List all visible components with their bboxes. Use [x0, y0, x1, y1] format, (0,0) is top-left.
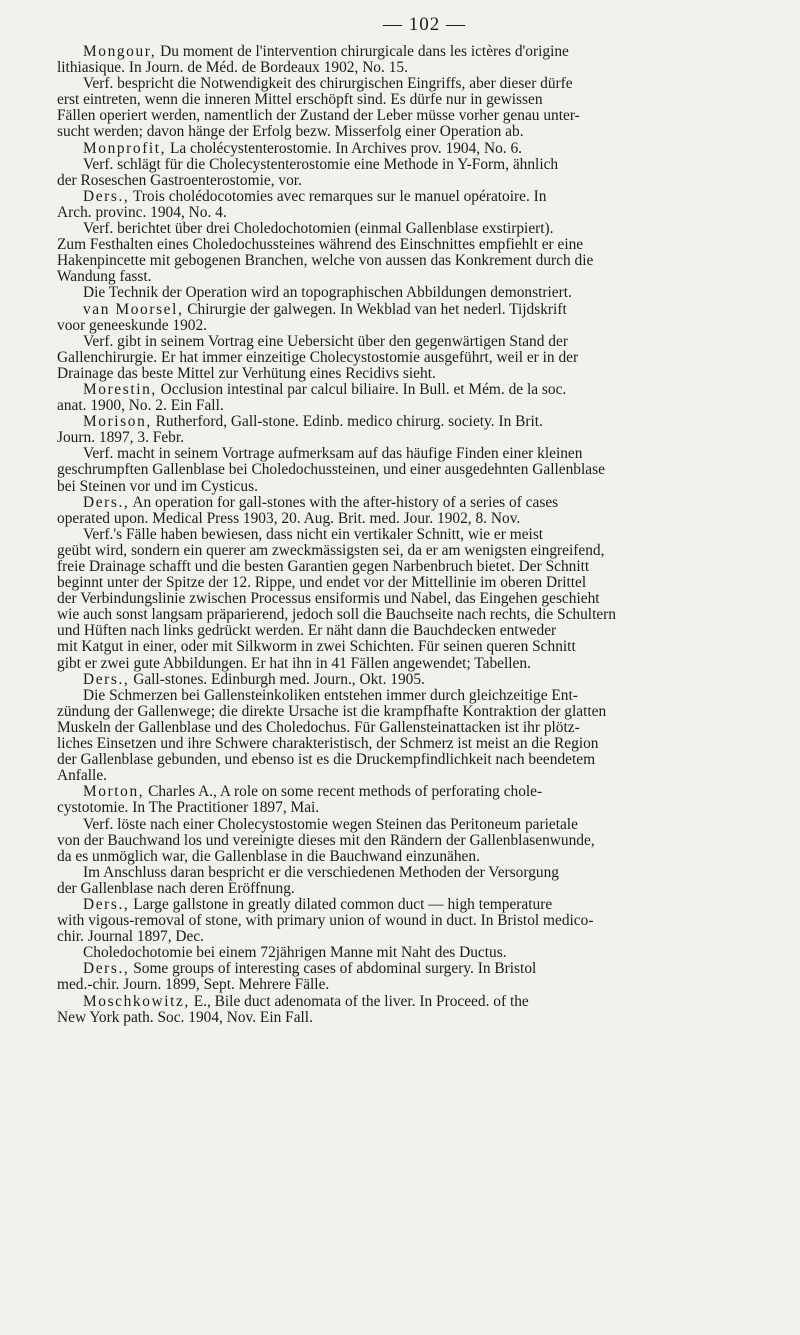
line-text: Verf. löste nach einer Cholecystostomie wegen Steinen das Peritoneum parietale	[83, 815, 578, 833]
line-text: La cholécystenterostomie. In Archives prov. 1904, No. 6.	[166, 139, 523, 157]
line-text: der Roseschen Gastroenterostomie, vor.	[57, 171, 302, 189]
text-line	[57, 945, 752, 961]
text-line	[57, 656, 752, 672]
text-line	[57, 479, 752, 495]
line-text: geübt wird, sondern ein querer am zweckmässigsten sei, da er am wenigsten eingreifend,	[57, 541, 605, 559]
entry-author: Ders.,	[83, 895, 130, 913]
text-line	[57, 382, 752, 398]
text-line	[57, 768, 752, 784]
text-line	[57, 752, 752, 768]
text-line	[57, 76, 752, 92]
text-line	[57, 44, 752, 60]
line-text: lithiasique. In Journ. de Méd. de Bordeaux 1902, No. 15.	[57, 59, 408, 77]
text-line	[57, 865, 752, 881]
text-line	[57, 849, 752, 865]
text-line	[57, 961, 752, 977]
text-line	[57, 913, 752, 929]
text-line	[57, 253, 752, 269]
line-text: geschrumpften Gallenblase bei Choledochussteinen, und einer ausgedehnten Gallenblase	[57, 461, 605, 479]
text-line	[57, 334, 752, 350]
text-line	[57, 591, 752, 607]
line-text: voor geneeskunde 1902.	[57, 316, 208, 334]
bibliography-entry	[57, 414, 752, 494]
text-line	[57, 446, 752, 462]
text-line	[57, 173, 752, 189]
line-text: cystotomie. In The Practitioner 1897, Mai.	[57, 799, 320, 817]
bibliography-entry	[57, 672, 752, 785]
bibliography-entry	[57, 495, 752, 672]
text-line	[57, 623, 752, 639]
line-text: Charles A., A role on some recent methods of perforating chole-	[144, 783, 543, 801]
line-text: Die Schmerzen bei Gallensteinkoliken entstehen immer durch gleichzeitige Ent-	[83, 686, 578, 704]
entry-author: Morison,	[83, 413, 152, 431]
line-text: Some groups of interesting cases of abdominal surgery. In Bristol	[129, 960, 537, 978]
line-text: Du moment de l'intervention chirurgicale dans les ictères d'origine	[156, 43, 569, 60]
line-text: Verf. macht in seinem Vortrage aufmerksam auf das häufige Finden einer kleinen	[83, 445, 583, 463]
line-text: der Gallenblase nach deren Eröffnung.	[57, 879, 295, 897]
entry-author: Ders.,	[83, 960, 130, 978]
text-line	[57, 639, 752, 655]
text-line	[57, 543, 752, 559]
line-text: Occlusion intestinal par calcul biliaire. In Bull. et Mém. de la soc.	[156, 380, 567, 398]
entry-author: Moschkowitz,	[83, 992, 190, 1010]
text-line	[57, 527, 752, 543]
text-line	[57, 269, 752, 285]
text-line	[57, 881, 752, 897]
line-text: operated upon. Medical Press 1903, 20. Aug. Brit. med. Jour. 1902, 8. Nov.	[57, 509, 521, 527]
line-text: Verf. berichtet über drei Choledochotomien (einmal Gallenblase exstirpiert).	[83, 220, 554, 238]
line-text: bei Steinen vor und im Cysticus.	[57, 477, 258, 495]
line-text: freie Drainage schafft und die besten Garantien gegen Narbenbruch bietet. Der Schnitt	[57, 558, 590, 575]
line-text: Chirurgie der galwegen. In Wekblad van het nederl. Tijdskrift	[183, 300, 567, 318]
page-number: — 102 —	[383, 14, 466, 35]
text-line	[57, 607, 752, 623]
bibliography-entry	[57, 961, 752, 993]
text-line	[57, 575, 752, 591]
line-text: Verf. bespricht die Notwendigkeit des chirurgischen Eingriffs, aber dieser dürfe	[83, 75, 573, 93]
text-line	[57, 141, 752, 157]
line-text: liches Einsetzen und ihre Schwere charakteristisch, der Schmerz ist meist an die Region	[57, 735, 599, 753]
text-line	[57, 704, 752, 720]
text-line	[57, 430, 752, 446]
text-line	[57, 897, 752, 913]
line-text: Fällen operiert werden, namentlich der Zustand der Leber müsse vorher genau unter-	[57, 107, 580, 125]
line-text: sucht werden; davon hänge der Erfolg bezw. Misserfolg einer Operation ab.	[57, 123, 524, 141]
line-text: Im Anschluss daran bespricht er die verschiedenen Methoden der Versorgung	[83, 863, 559, 881]
text-line	[57, 414, 752, 430]
text-line	[57, 60, 752, 76]
bibliography-entry	[57, 189, 752, 302]
line-text: with vigous-removal of stone, with primary union of wound in duct. In Bristol medico-	[57, 912, 594, 930]
text-line	[57, 237, 752, 253]
line-text: der Gallenblase gebunden, und ebenso ist es die Druckempfindlichkeit nach beendetem	[57, 751, 596, 769]
line-text: Arch. provinc. 1904, No. 4.	[57, 203, 227, 221]
line-text: Journ. 1897, 3. Febr.	[57, 429, 184, 447]
line-text: New York path. Soc. 1904, Nov. Ein Fall.	[57, 1008, 313, 1026]
line-text: chir. Journal 1897, Dec.	[57, 928, 205, 946]
text-line	[57, 318, 752, 334]
entry-author: Morton,	[83, 783, 145, 801]
line-text: Muskeln der Gallenblase und des Choledochus. Für Gallensteinattacken ist ihr plötz-	[57, 718, 580, 736]
text-line	[57, 285, 752, 301]
text-line	[57, 495, 752, 511]
text-line	[57, 221, 752, 237]
bibliography-entry	[57, 994, 752, 1026]
line-text: Wandung fasst.	[57, 268, 152, 286]
line-text: Large gallstone in greatly dilated common duct — high temperature	[129, 895, 553, 913]
text-line	[57, 994, 752, 1010]
text-line	[57, 800, 752, 816]
line-text: wie auch sonst langsam präparierend, jedoch soll die Bauchseite nach rechts, die Schultern	[57, 606, 617, 624]
bibliography-entry	[57, 44, 752, 141]
line-text: Die Technik der Operation wird an topographischen Abbildungen demonstriert.	[83, 284, 572, 302]
line-text: Choledochotomie bei einem 72jährigen Manne mit Naht des Ductus.	[83, 944, 507, 962]
bibliography-list	[57, 44, 752, 1026]
text-line	[57, 350, 752, 366]
text-line	[57, 398, 752, 414]
entry-author: Monprofit,	[83, 139, 167, 157]
line-text: zündung der Gallenwege; die direkte Ursache ist die krampfhafte Kontraktion der glatten	[57, 702, 607, 720]
line-text: gibt er zwei gute Abbildungen. Er hat ihn in 41 Fällen angewendet; Tabellen.	[57, 654, 531, 672]
text-line	[57, 108, 752, 124]
text-line	[57, 736, 752, 752]
entry-author: Ders.,	[83, 187, 130, 205]
text-line	[57, 817, 752, 833]
bibliography-entry	[57, 302, 752, 382]
bibliography-entry	[57, 141, 752, 189]
line-text: Gall-stones. Edinburgh med. Journ., Okt. 1905.	[129, 670, 425, 688]
text-line	[57, 189, 752, 205]
line-text: Verf. gibt in seinem Vortrag eine Uebersicht über den gegenwärtigen Stand der	[83, 332, 568, 350]
text-line	[57, 559, 752, 575]
line-text: von der Bauchwand los und vereinigte dieses mit den Rändern der Gallenblasenwunde,	[57, 831, 595, 849]
text-line	[57, 672, 752, 688]
line-text: und Hüften nach links gedrückt werden. Er näht dann die Bauchdecken entweder	[57, 622, 557, 640]
line-text: Zum Festhalten eines Choledochussteines während des Einschnittes empfiehlt er eine	[57, 236, 584, 254]
text-line	[57, 784, 752, 800]
line-text: mit Katgut in einer, oder mit Silkworm in zwei Schichten. Für seinen queren Schnitt	[57, 638, 576, 656]
line-text: erst eintreten, wenn die inneren Mittel erschöpft sind. Es dürfe nur in gewissen	[57, 91, 543, 109]
line-text: Hakenpincette mit gebogenen Branchen, welche von aussen das Konkrement durch die	[57, 252, 594, 270]
text-line	[57, 205, 752, 221]
line-text: da es unmöglich war, die Gallenblase in die Bauchwand einzunähen.	[57, 847, 480, 865]
entry-author: Ders.,	[83, 493, 130, 511]
text-line	[57, 511, 752, 527]
text-line	[57, 720, 752, 736]
text-line	[57, 929, 752, 945]
text-line	[57, 1010, 752, 1026]
text-line	[57, 124, 752, 140]
line-text: Verf.'s Fälle haben bewiesen, dass nicht ein vertikaler Schnitt, wie er meist	[83, 525, 544, 543]
line-text: anat. 1900, No. 2. Ein Fall.	[57, 397, 224, 415]
text-line	[57, 462, 752, 478]
line-text: Verf. schlägt für die Cholecystenterostomie eine Methode in Y-Form, ähnlich	[83, 155, 559, 173]
line-text: Rutherford, Gall-stone. Edinb. medico chirurg. society. In Brit.	[151, 413, 543, 431]
text-line	[57, 833, 752, 849]
line-text: Drainage das beste Mittel zur Verhütung eines Recidivs sieht.	[57, 364, 436, 382]
entry-author: van Moorsel,	[83, 300, 184, 318]
line-text: An operation for gall-stones with the after-history of a series of cases	[129, 493, 559, 511]
entry-author: Mongour,	[83, 43, 157, 60]
text-line	[57, 977, 752, 993]
line-text: Trois cholédocotomies avec remarques sur le manuel opératoire. In	[129, 187, 547, 205]
bibliography-entry	[57, 382, 752, 414]
text-line	[57, 302, 752, 318]
bibliography-entry	[57, 897, 752, 961]
line-text: der Verbindungslinie zwischen Processus ensiformis und Nabel, das Eingehen geschieht	[57, 590, 600, 608]
line-text: E., Bile duct adenomata of the liver. In Proceed. of the	[189, 992, 529, 1010]
bibliography-entry	[57, 784, 752, 897]
line-text: Gallenchirurgie. Er hat immer einzeitige Cholecystostomie ausgeführt, weil er in der	[57, 348, 579, 366]
line-text: med.-chir. Journ. 1899, Sept. Mehrere Fälle.	[57, 976, 330, 994]
entry-author: Morestin,	[83, 380, 157, 398]
text-line	[57, 92, 752, 108]
text-line	[57, 688, 752, 704]
entry-author: Ders.,	[83, 670, 130, 688]
text-line	[57, 157, 752, 173]
line-text: beginnt unter der Spitze der 12. Rippe, und endet vor der Mittellinie im oberen Drittel	[57, 574, 587, 592]
text-line	[57, 366, 752, 382]
line-text: Anfalle.	[57, 767, 107, 785]
